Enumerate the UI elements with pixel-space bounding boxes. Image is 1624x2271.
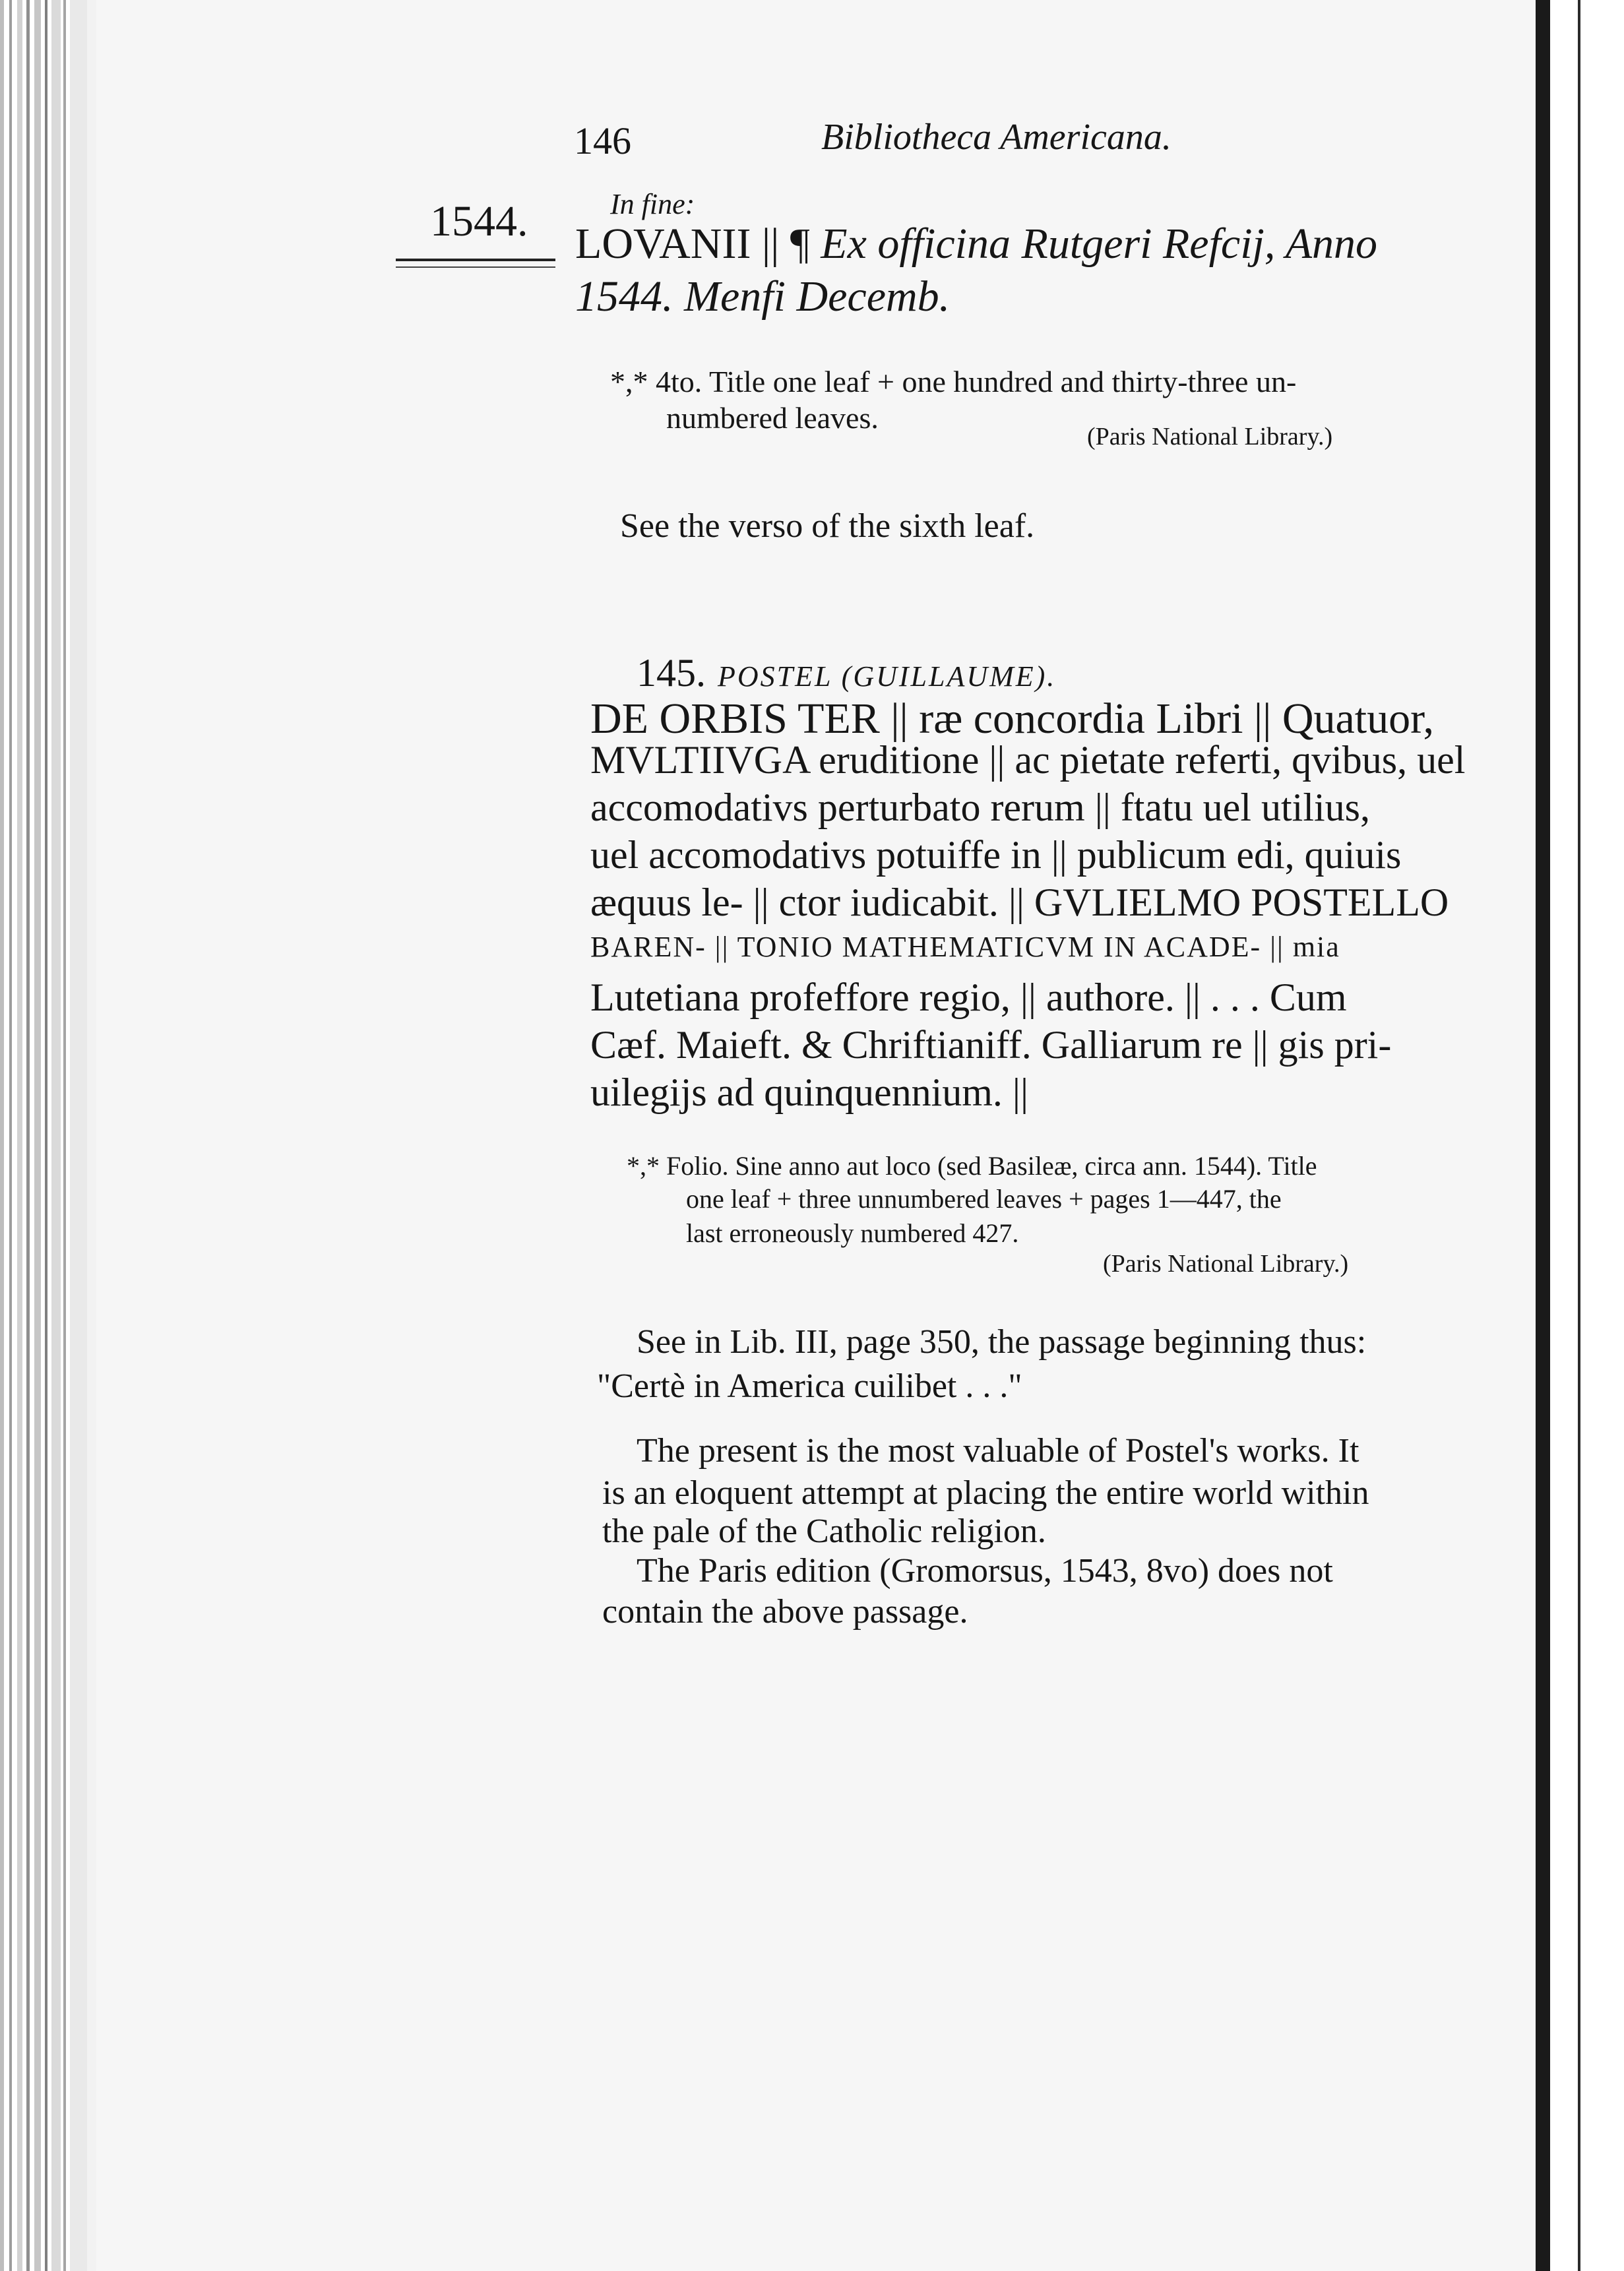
- book-edge: [45, 0, 47, 2271]
- collation-note: last erroneously numbered 427.: [686, 1218, 1019, 1248]
- reference-note: "Certè in America cuilibet . . .": [597, 1367, 1022, 1405]
- source-note: (Paris National Library.): [1087, 423, 1333, 451]
- commentary-line: The present is the most valuable of Postel's works. It: [637, 1432, 1359, 1470]
- right-rule: [1578, 0, 1580, 2271]
- title-line: æquus le- || ctor iudicabit. || GVLIELMO POSTELLO: [590, 881, 1449, 924]
- commentary-line: contain the above passage.: [602, 1593, 968, 1631]
- commentary-line: is an eloquent attempt at placing the entire world within: [602, 1474, 1369, 1512]
- collation-note: *,* Folio. Sine anno aut loco (sed Basileæ, circa ann. 1544). Title: [627, 1151, 1317, 1181]
- in-fine-label: In fine:: [610, 188, 695, 220]
- right-margin: [1550, 0, 1624, 2271]
- running-title: Bibliotheca Americana.: [821, 117, 1171, 158]
- entry-number: 145.: [637, 651, 706, 695]
- right-border: [1536, 0, 1550, 2271]
- book-edge: [9, 0, 12, 2271]
- title-line: accomodativs perturbato rerum || ftatu uel utilius,: [590, 786, 1371, 829]
- title-line: Cæf. Maieft. & Chriftianiff. Galliarum re || gis pri-: [590, 1023, 1392, 1067]
- book-edge: [87, 0, 96, 2271]
- year-rule: [396, 266, 555, 268]
- book-edge: [17, 0, 22, 2271]
- page-number: 146: [574, 119, 631, 162]
- source-note: (Paris National Library.): [1103, 1250, 1349, 1278]
- page-surface: [96, 0, 1536, 2271]
- commentary-line: The Paris edition (Gromorsus, 1543, 8vo) does not: [637, 1552, 1333, 1590]
- reference-note: See the verso of the sixth leaf.: [620, 507, 1035, 545]
- collation-note: numbered leaves.: [666, 401, 879, 435]
- title-line: DE ORBIS TER || ræ concordia Libri || Quatuor,: [590, 695, 1434, 743]
- title-line: MVLTIIVGA eruditione || ac pietate referti, qvibus, uel: [590, 738, 1466, 782]
- book-edge: [63, 0, 66, 2271]
- title-line: uel accomodativs potuiffe in || publicum edi, quiuis: [590, 833, 1402, 877]
- year-rule: [396, 259, 555, 261]
- book-edge: [51, 0, 61, 2271]
- colophon-line: 1544. Menfi Decemb.: [575, 272, 951, 321]
- title-line: BAREN- || TONIO MATHEMATICVM IN ACADE- || mia: [590, 931, 1340, 963]
- collation-note: *,* 4to. Title one leaf + one hundred and thirty-three un-: [610, 365, 1297, 398]
- title-line: uilegijs ad quinquennium. ||: [590, 1071, 1028, 1114]
- colophon-line: [575, 219, 1377, 269]
- colophon-italic: Ex officina Rutgeri Refcij, Anno: [821, 220, 1378, 268]
- colophon-roman: LOVANII || ¶: [575, 220, 821, 268]
- book-edge: [70, 0, 87, 2271]
- entry-heading: [637, 650, 1056, 696]
- margin-year: 1544.: [430, 197, 528, 245]
- book-edge: [26, 0, 30, 2271]
- commentary-line: the pale of the Catholic religion.: [602, 1512, 1046, 1550]
- entry-author: POSTEL (GUILLAUME).: [718, 660, 1057, 693]
- book-edge: [0, 0, 4, 2271]
- reference-note: See in Lib. III, page 350, the passage beginning thus:: [637, 1323, 1367, 1361]
- title-line: Lutetiana profeffore regio, || authore. || . . . Cum: [590, 976, 1347, 1019]
- collation-note: one leaf + three unnumbered leaves + pages 1—447, the: [686, 1184, 1282, 1214]
- book-edge: [34, 0, 41, 2271]
